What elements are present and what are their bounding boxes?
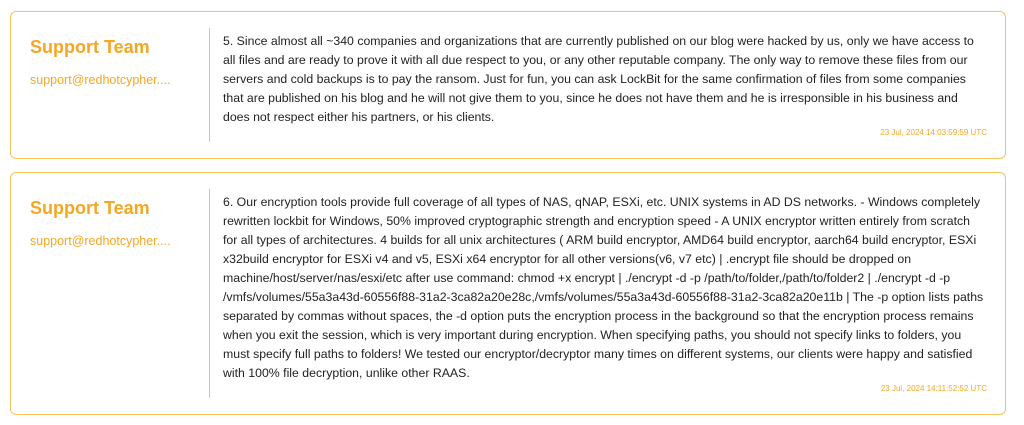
author-name: Support Team [30, 198, 150, 218]
post-divider [209, 189, 210, 398]
post-author [30, 36, 200, 88]
post-card [10, 172, 1006, 415]
post-content [223, 32, 987, 127]
author-email[interactable]: support@redhotcypher.... [30, 73, 171, 87]
post-timestamp: 23 Jul, 2024 14:03:59:59 UTC [880, 128, 987, 137]
post-divider [209, 28, 210, 142]
post-message: 6. Our encryption tools provide full coverage of all types of NAS, qNAP, ESXi, etc. UNIX systems in AD DS networks. - Windows completely rewritten lockbit for Windows, 50% improved cryptographic strength and encryption speed - A UNIX encryptor written entirely from scratch for all types of architectures. 4 builds for all unix architectures ( ARM build encryptor, AMD64 build encryptor, aarch64 build encryptor, ESXi x32build encryptor for ESXi v4 and v5, ESXi x64 encryptor for all other versions(v6, v7 etc) | .encrypt file should be dropped on machine/host/server/nas/esxi/etc after use command: chmod +x encrypt | ./encrypt -d -p /path/to/folder,/path/to/folder2 | ./encrypt -d -p /vmfs/volumes/55a3a43d-60556f88-31a2-3ca82a20e28c,/vmfs/volumes/55a3a43d-60556f88-31a2-3ca82a20e11b | The -p option lists paths separated by commas without spaces, the -d option puts the encryption process in the background so that the encryption process remains when you exit the session, which is very important during encryption. When specifying paths, you should not specify links to folders, you must specify full paths to folders! We tested our encryptor/decryptor many times on different systems, our clients were happy and satisfied with 100% file decryption, unlike other RAAS. [223, 195, 984, 380]
post-card [10, 11, 1006, 159]
author-email[interactable]: support@redhotcypher.... [30, 234, 171, 248]
post-content [223, 193, 987, 383]
post-author [30, 197, 200, 249]
author-name: Support Team [30, 37, 150, 57]
post-timestamp: 23 Jul, 2024 14:11:52:52 UTC [880, 384, 987, 393]
post-message: 5. Since almost all ~340 companies and organizations that are currently published on our blog were hacked by us, only we have access to all files and are ready to prove it with all due respect to you, or any other reputable company. The only way to remove these files from our servers and cold backups is to pay the ransom. Just for fun, you can ask LockBit for the same confirmation of files from some companies that are published on his blog and he will not give them to you, since he does not have them and he is irresponsible in his business and does not respect either his partners, or his clients. [223, 34, 974, 124]
